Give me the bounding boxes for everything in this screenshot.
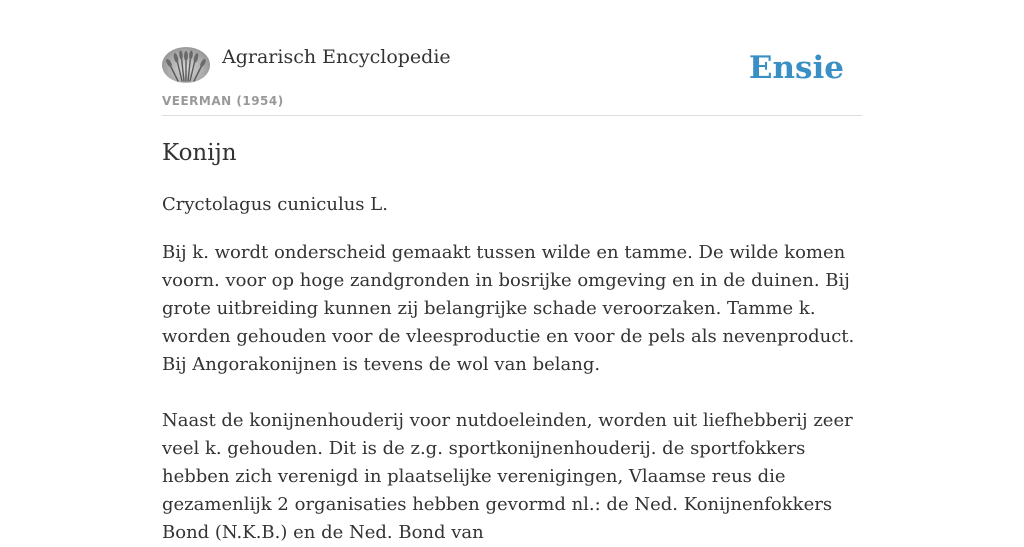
brand-logo[interactable]: Ensie — [748, 50, 844, 86]
entry-paragraph: Naast de konijnenhouderij voor nutdoeleinden, worden uit liefhebberij zeer veel k. gehouden. Dit is de z.g. sportkonijnenhouderij. de sportfokkers hebben zich verenigd in plaatselijke verenigingen, Vlaamse reus die gezamenlijk 2 organisaties hebben gevormd nl.: de Ned. Konijnenfokkers Bond (N.K.B.) en de Ned. Bond van — [162, 410, 853, 543]
source-meta: VEERMAN (1954) — [162, 94, 284, 108]
scientific-name: Cryctolagus cuniculus L. — [162, 194, 388, 215]
entry-paragraph: Bij k. wordt onderscheid gemaakt tussen wilde en tamme. De wilde komen voorn. voor op hoge zandgronden in bosrijke omgeving en in de duinen. Bij grote uitbreiding kunnen zij belangrijke schade veroorzaken. Tamme k. worden gehouden voor de vleesproductie en voor de pels als nevenproduct. Bij Angorakonijnen is tevens de wol van belang. — [162, 242, 855, 375]
wheat-sheaf-icon[interactable] — [162, 47, 210, 83]
source-header — [162, 0, 862, 116]
article-page — [162, 0, 862, 543]
source-title[interactable]: Agrarisch Encyclopedie — [222, 46, 451, 68]
entry-title: Konijn — [162, 140, 237, 166]
